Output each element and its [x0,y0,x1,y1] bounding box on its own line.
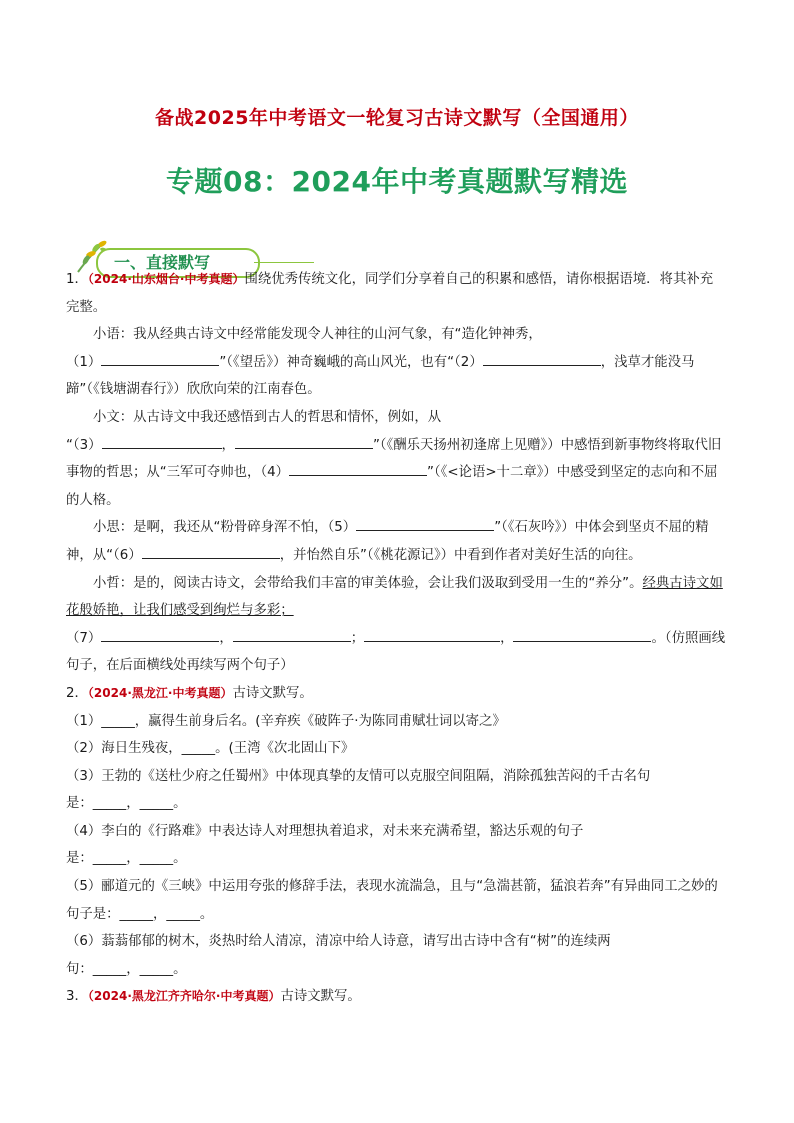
q1-paragraph-2: 小文：从古诗文中我还感悟到古人的哲思和情怀，例如，从 [93,409,442,425]
q3-source: （2024·黑龙江齐齐哈尔·中考真题） [87,989,281,1004]
blank-4[interactable] [289,461,427,476]
q2-intro: 2．（2024·黑龙江·中考真题）古诗文默写。 [66,685,313,701]
q1-paragraph-1-cont: （1） ”（《望岳》）神奇巍峨的高山风光，也有“（2） ，浅草才能没马蹄”（《钱塘湖春行》）欣欣向荣的江南春色。 [66,349,726,404]
blank-7a[interactable] [101,627,219,642]
q2-item-3: （3）王勃的《送杜少府之任蜀州》中体现真挚的友情可以克服空间阻隔，消除孤独苦闷的千古名句 [66,768,651,784]
blank-6[interactable] [142,544,280,559]
q1-source: （2024·山东烟台·中考真题） [87,272,245,286]
q2-source: （2024·黑龙江·中考真题） [87,685,233,700]
q2-item-4: （4）李白的《行路难》中表达诗人对理想执着追求，对未来充满希望，豁达乐观的句子 [66,823,584,839]
q1-paragraph-2-cont: “（3） ， ”（《酬乐天扬州初逢席上见赠》）中感悟到新事物终将取代旧事物的哲思；从“三军可夺帅也，（4） ”（《<论语>十二章》）中感受到坚定的志向和不屈的人格。 [66,432,726,515]
section-label: 一、直接默写 [114,253,211,272]
q1-paragraph-5: （7） ， ； ， 。（仿照画线句子，在后面横线处再续写两个句子） [66,625,726,680]
section-rule [254,262,314,263]
question-content [66,266,726,1011]
blank-5[interactable] [356,516,494,531]
blank-7d[interactable] [513,627,651,642]
blank-1[interactable] [101,351,219,366]
q2-item-2: （2）海日生残夜，_____。(王湾《次北固山下》 [66,741,355,757]
document-title: 备战2025年中考语文一轮复习古诗文默写（全国通用） [155,107,639,129]
blank-7c[interactable] [364,627,500,642]
q2-item-4-answer: 是：_____，_____。 [66,851,187,867]
document-subtitle: 专题08：2024年中考真题默写精选 [166,165,628,198]
blank-3b[interactable] [235,434,373,449]
q2-item-6: （6）蓊蓊郁郁的树木，炎热时给人清凉，清凉中给人诗意，请写出古诗中含有“树”的连续两 [66,934,611,950]
q3-intro: 3．（2024·黑龙江齐齐哈尔·中考真题）古诗文默写。 [66,989,361,1005]
q1-intro: 1．（2024·山东烟台·中考真题）围绕优秀传统文化，同学们分享着自己的积累和感悟，请你根据语境．将其补充完整。 [66,272,714,315]
q2-item-1: （1）_____，赢得生前身后名。(辛弃疾《破阵子·为陈同甫赋壮词以寄之》 [66,713,506,729]
q1-paragraph-4: 小哲：是的，阅读古诗文，会带给我们丰富的审美体验，会让我们汲取到受用一生的“养分”。经典古诗文如花般娇艳，让我们感受到绚烂与多彩； [66,575,723,619]
blank-2[interactable] [483,351,601,366]
q1-paragraph-3: 小思：是啊，我还从“粉骨碎身浑不怕，（5） ”（《石灰吟》）中体会到坚贞不屈的精神，从“（6） ，并怡然自乐”（《桃花源记》）中看到作者对美好生活的向往。 [66,514,726,569]
q2-item-5: （5）郦道元的《三峡》中运用夸张的修辞手法，表现水流湍急，且与“急湍甚箭，猛浪若奔”有异曲同工之妙的句子是：_____，_____。 [66,879,718,922]
q1-paragraph-1: 小语：我从经典古诗文中经常能发现令人神往的山河气象，有“造化钟神秀， [93,327,542,343]
blank-3a[interactable] [102,434,222,449]
blank-7b[interactable] [233,627,351,642]
q2-item-6-answer: 句：_____，_____。 [66,961,187,977]
q2-item-3-answer: 是：_____，_____。 [66,796,187,812]
underlined-sentence: 经典古诗文如花般娇艳，让我们感受到绚烂与多彩； [66,575,723,619]
